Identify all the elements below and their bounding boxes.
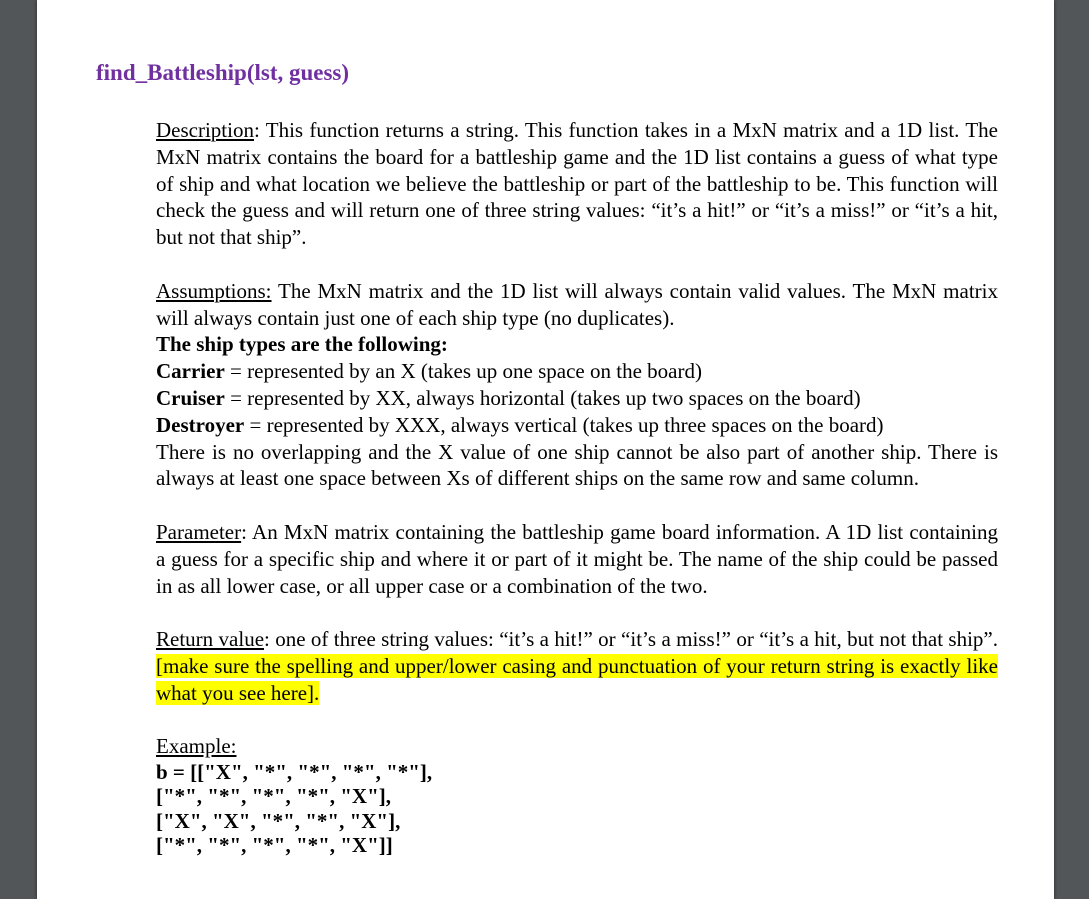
- document-body: [156, 117, 998, 857]
- example-code-line: ["*", "*", "*", "*", "X"]]: [156, 832, 393, 857]
- ship-name: Carrier: [156, 359, 225, 384]
- example-code-line: b = [["X", "*", "*", "*", "*"],: [156, 760, 433, 785]
- assumptions-label: Assumptions:: [156, 278, 272, 303]
- example-code-line: ["*", "*", "*", "*", "X"],: [156, 784, 391, 809]
- parameter-text: : An MxN matrix containing the battleship game board information. A 1D list containing a guess for a specific ship and where it or part of it might be. The name of the ship could be passed in as all lower case, or all upper case or a combination of the two.: [156, 519, 998, 598]
- example-label: Example:: [156, 734, 237, 759]
- ship-carrier: [156, 358, 998, 385]
- description-text: : This function returns a string. This function takes in a MxN matrix and a 1D list. The MxN matrix contains the board for a battleship game and the 1D list contains a guess of what type of ship and what location we believe the battleship or part of the battleship to be. This function will check the guess and will return one of three string values: “it’s a hit!” or “it’s a miss!” or “it’s a hit, but not that ship”.: [156, 118, 998, 250]
- parameter-paragraph: [156, 519, 998, 599]
- return-value-text: : one of three string values: “it’s a hit!” or “it’s a miss!” or “it’s a hit, but not that ship”.: [264, 627, 998, 652]
- ship-desc: = represented by XXX, always vertical (takes up three spaces on the board): [244, 412, 884, 437]
- return-value-highlight: [make sure the spelling and upper/lower casing and punctuation of your return string is exactly like what you see here].: [156, 653, 998, 705]
- return-value-label: Return value: [156, 627, 265, 652]
- ship-destroyer: [156, 412, 998, 439]
- assumptions-paragraph: [156, 278, 998, 332]
- example-code-line: ["X", "X", "*", "*", "X"],: [156, 808, 401, 833]
- parameter-label: Parameter: [156, 519, 242, 544]
- description-label: Description: [156, 118, 254, 142]
- ship-name: Cruiser: [156, 385, 225, 410]
- return-value-paragraph: [156, 626, 998, 706]
- ship-cruiser: [156, 385, 998, 412]
- ship-name: Destroyer: [156, 412, 245, 437]
- assumptions-note: There is no overlapping and the X value of one ship cannot be also part of another ship. There is always at least one space between Xs of different ships on the same row and same column.: [156, 439, 998, 491]
- function-title: find_Battleship(lst, guess): [96, 60, 350, 85]
- assumptions-text: The MxN matrix and the 1D list will always contain valid values. The MxN matrix will always contain just one of each ship type (no duplicates).: [156, 278, 998, 330]
- document-page: [37, 0, 1054, 899]
- ship-desc: = represented by XX, always horizontal (takes up two spaces on the board): [224, 385, 861, 410]
- description-paragraph: [156, 117, 998, 251]
- ship-types-heading: The ship types are the following:: [156, 332, 448, 357]
- ship-desc: = represented by an X (takes up one space on the board): [224, 359, 702, 384]
